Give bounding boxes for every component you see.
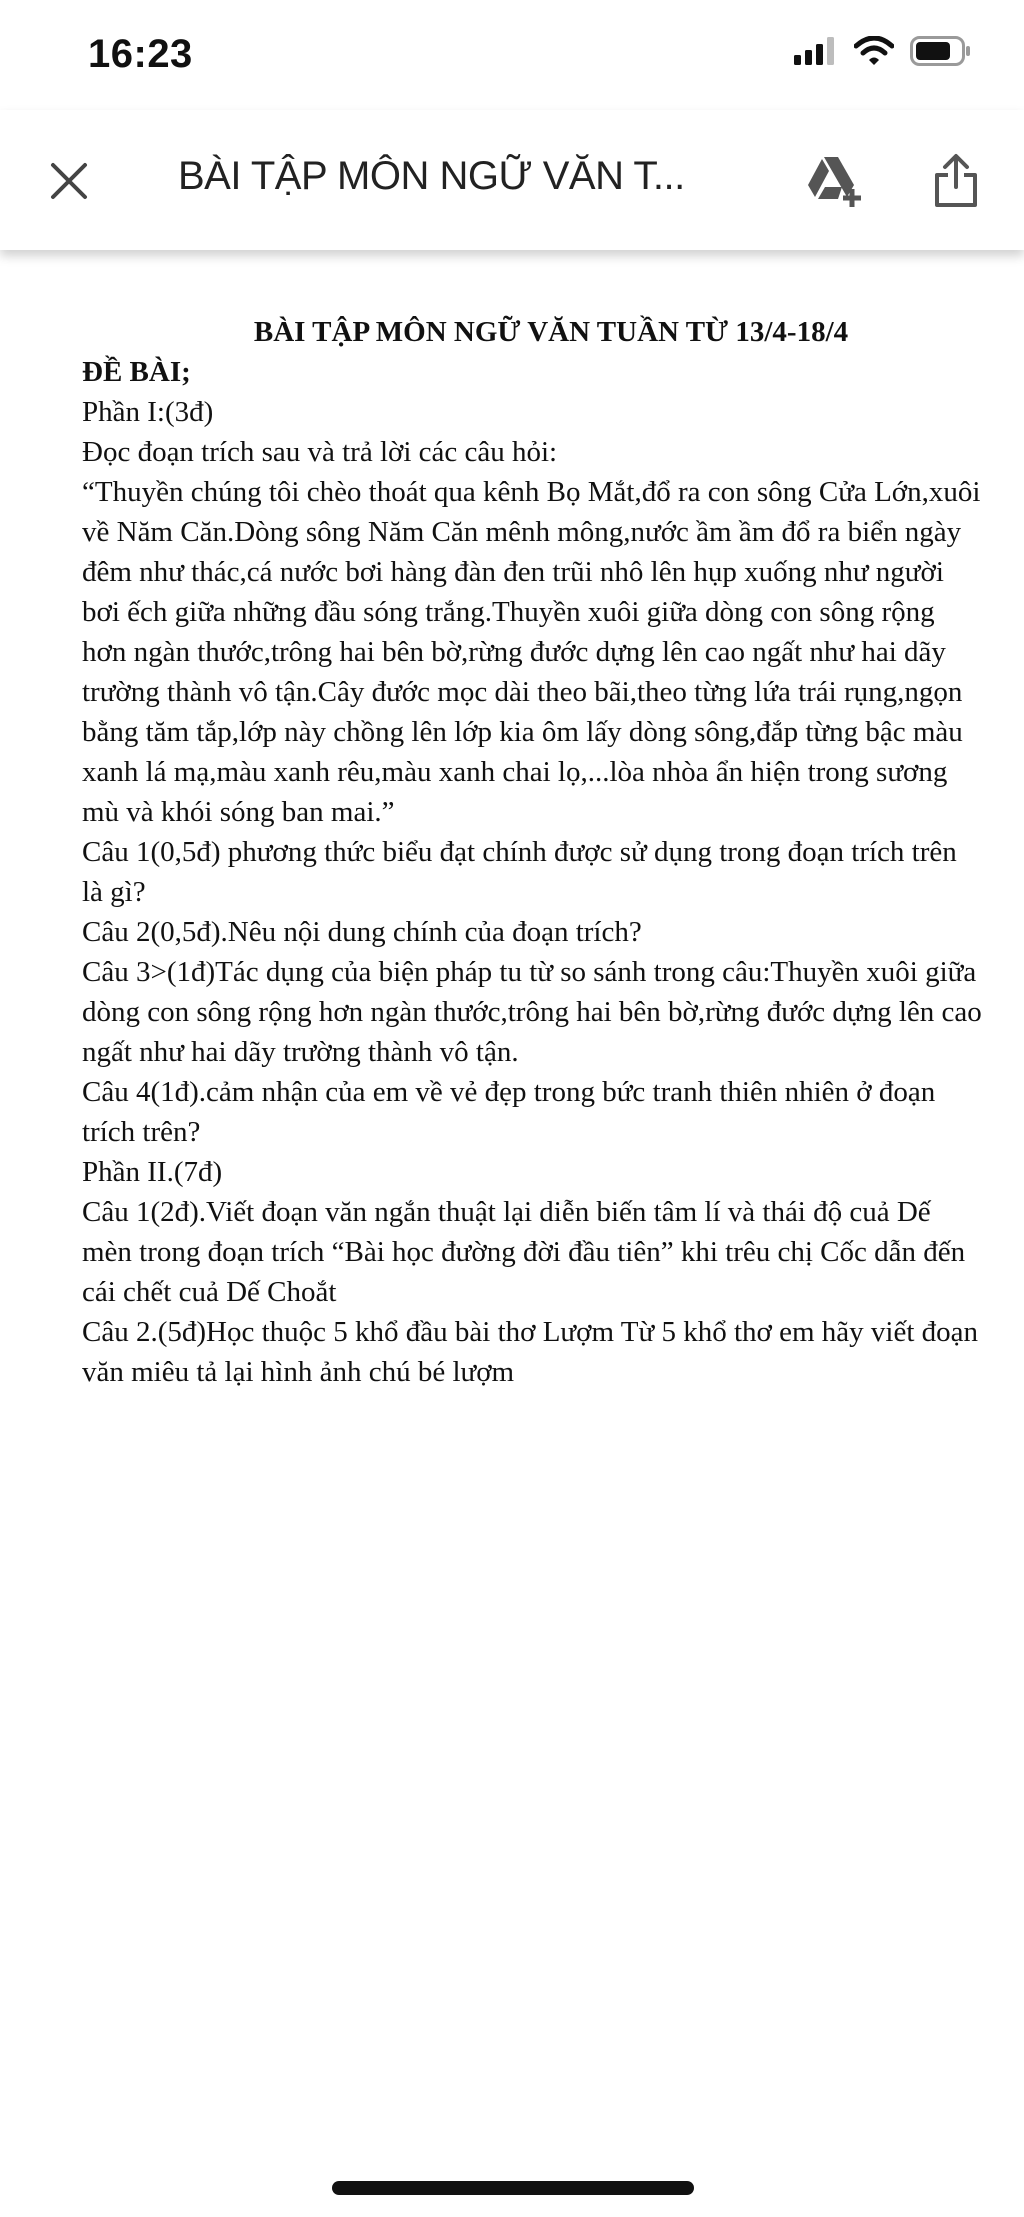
passage-text: “Thuyền chúng tôi chèo thoát qua kênh Bọ Mắt,đổ ra con sông Cửa Lớn,xuôi về Năm Căn.Dòng sông Năm Căn mênh mông,nước ầm ầm đổ ra biển ngày đêm như thác,cá nước bơi hàng đàn đen trũi nhô lên hụp xuống như người bơi ếch giữa những đầu sóng trắng.Thuyền xuôi giữa dòng con sông rộng hơn ngàn thước,trông hai bên bờ,rừng đước dựng lên cao ngất như hai dãy trường thành vô tận.Cây đước mọc dài theo bãi,theo từng lứa trái rụng,ngọn bằng tăm tắp,lớp này chồng lên lớp kia ôm lấy dòng sông,đắp từng bậc màu xanh lá mạ,màu xanh rêu,màu xanh chai lọ,...lòa nhòa ẩn hiện trong sương mù và khói sóng ban mai.” [82,476,981,828]
viewer-header [0,110,1024,250]
status-icons [794,36,972,66]
part-2-question-1: Câu 1(2đ).Viết đoạn văn ngắn thuật lại diễn biến tâm lí và thái độ cuả Dế mèn trong đoạn trích “Bài học đường đời đầu tiên” khi trêu chị Cốc dẫn đến cái chết cuả Dế Choắt [82,1196,966,1308]
part-2-title: Phần II.(7đ) [82,1156,223,1188]
part-2-question-2: Câu 2.(5đ)Học thuộc 5 khổ đầu bài thơ Lượm Từ 5 khổ thơ em hãy viết đoạn văn miêu tả lại hình ảnh chú bé lượm [82,1316,978,1388]
share-icon [933,153,979,209]
question-3: Câu 3>(1đ)Tác dụng của biện pháp tu từ so sánh trong câu:Thuyền xuôi giữa dòng con sông rộng hơn ngàn thước,trông hai bên bờ,rừng đước dựng lên cao ngất như hai dãy trường thành vô tận. [82,956,982,1068]
part-1-title: Phần I:(3đ) [82,396,214,428]
google-drive-add-icon [804,155,866,209]
question-1: Câu 1(0,5đ) phương thức biểu đạt chính được sử dụng trong đoạn trích trên là gì? [82,836,957,908]
status-time: 16:23 [88,32,193,76]
question-2: Câu 2(0,5đ).Nêu nội dung chính của đoạn trích? [82,916,642,948]
question-4: Câu 4(1đ).cảm nhận của em về vẻ đẹp trong bức tranh thiên nhiên ở đoạn trích trên? [82,1076,936,1148]
battery-icon [910,36,972,66]
status-bar [0,0,1024,110]
document-heading: BÀI TẬP MÔN NGỮ VĂN TUẦN TỪ 13/4-18/4 [253,316,849,348]
home-indicator[interactable] [332,2181,694,2195]
close-icon [49,161,89,201]
close-button[interactable] [40,152,98,210]
wifi-icon [854,36,894,66]
cellular-signal-icon [794,37,838,65]
instruction-text: Đọc đoạn trích sau và trả lời các câu hỏi: [82,436,558,468]
document-content [82,312,982,1392]
add-to-drive-button[interactable] [804,154,866,210]
document-title: BÀI TẬP MÔN NGỮ VĂN T... [178,154,685,198]
share-button[interactable] [928,150,984,212]
document-subheading: ĐỀ BÀI; [82,356,191,388]
